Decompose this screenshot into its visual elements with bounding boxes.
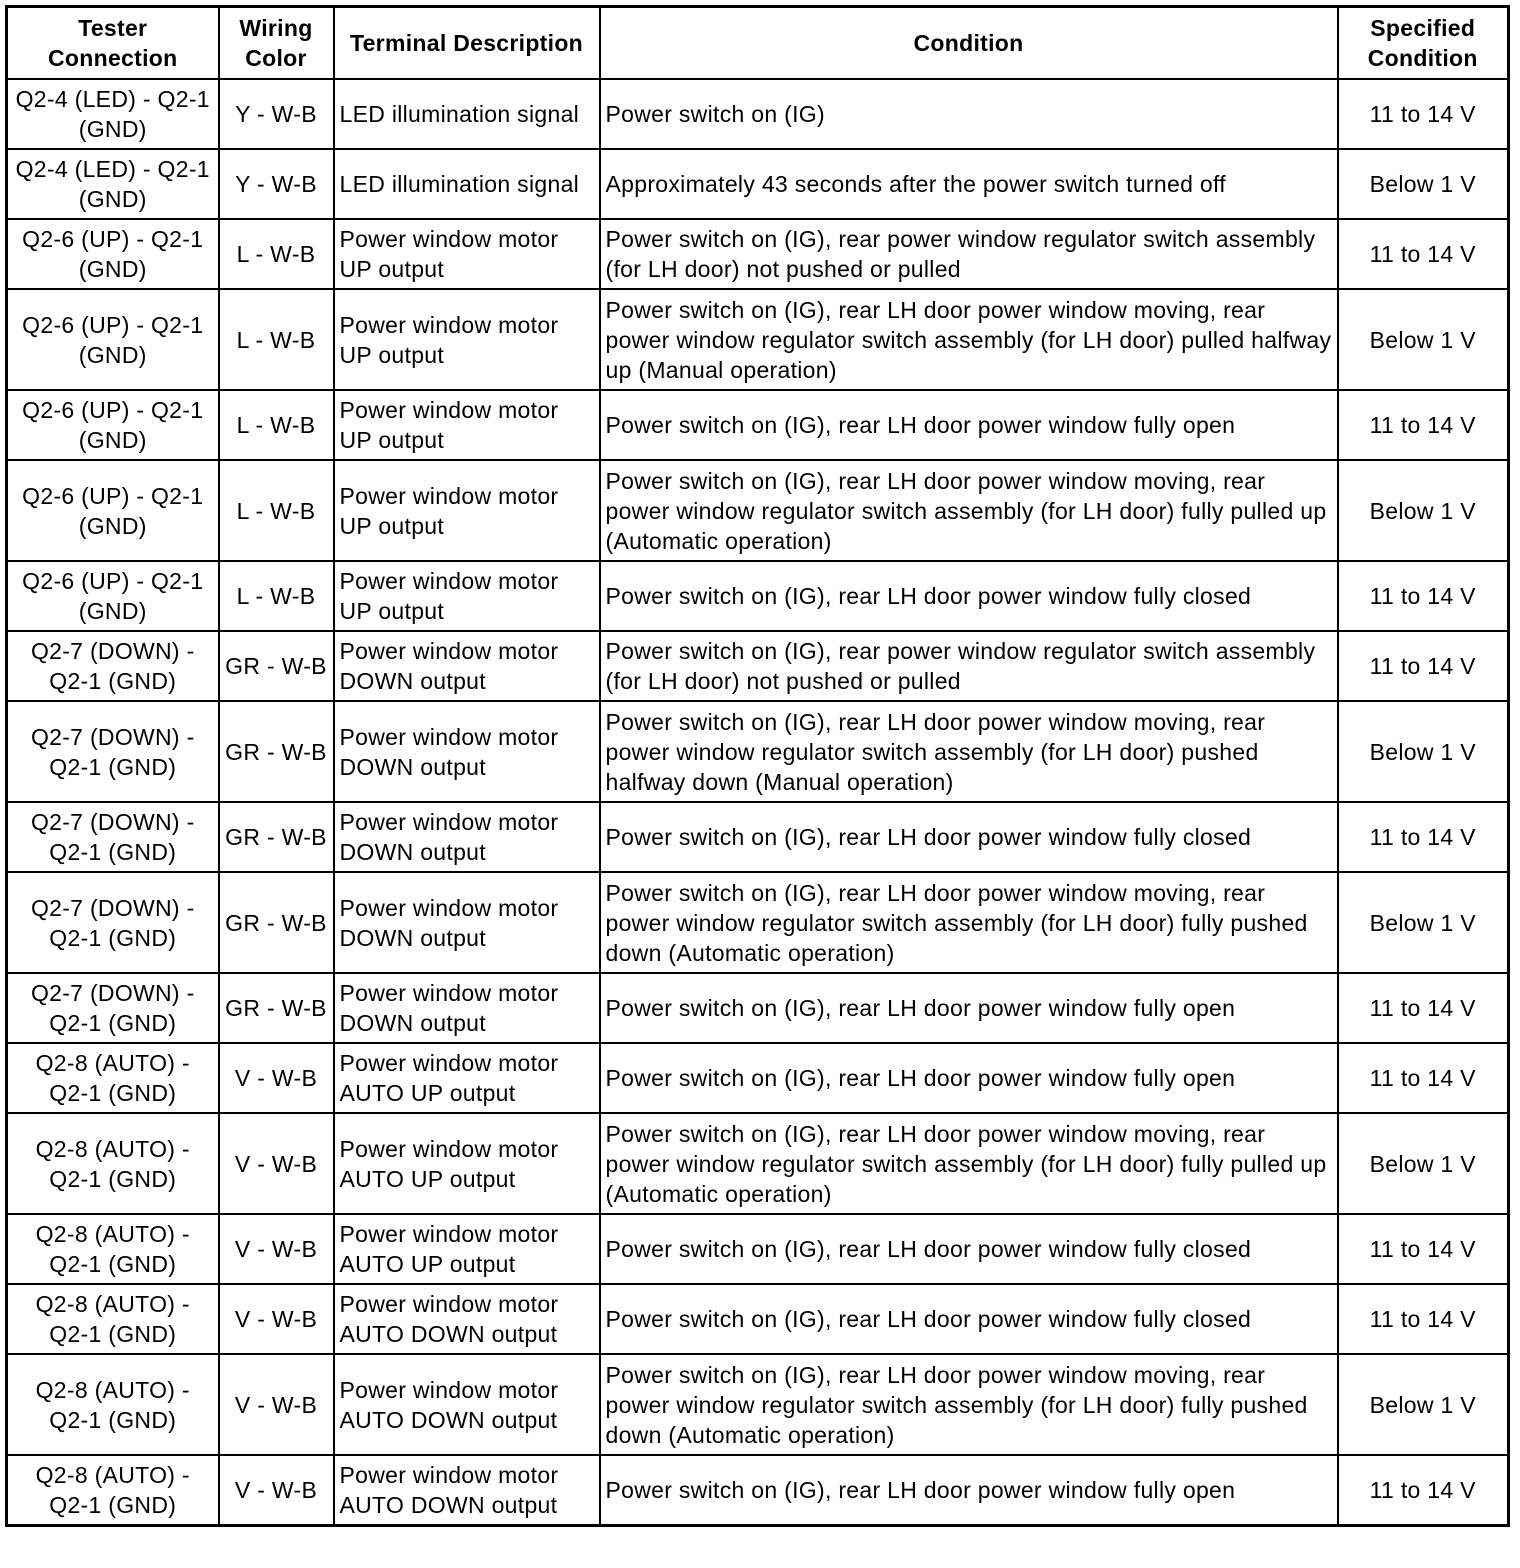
wiring-color-cell: L - W-B xyxy=(219,219,334,289)
wiring-color-cell: GR - W-B xyxy=(219,802,334,872)
terminal-description-cell: Power window motor DOWN output xyxy=(334,872,600,973)
specified-condition-cell: 11 to 14 V xyxy=(1338,973,1509,1043)
wiring-color-cell: Y - W-B xyxy=(219,79,334,149)
terminal-description-cell: Power window motor UP output xyxy=(334,390,600,460)
condition-cell: Power switch on (IG), rear LH door power window moving, rear power window regulator switch assembly (for LH door) fully pulled up (Automatic operation) xyxy=(600,460,1338,561)
condition-cell: Approximately 43 seconds after the power switch turned off xyxy=(600,149,1338,219)
tester-connection-cell: Q2-8 (AUTO) - Q2-1 (GND) xyxy=(7,1113,219,1214)
tester-connection-cell: Q2-7 (DOWN) - Q2-1 (GND) xyxy=(7,701,219,802)
table-row xyxy=(7,1354,1509,1455)
terminal-description-cell: Power window motor DOWN output xyxy=(334,802,600,872)
tester-connection-cell: Q2-7 (DOWN) - Q2-1 (GND) xyxy=(7,872,219,973)
table-row xyxy=(7,289,1509,390)
tester-connection-cell: Q2-7 (DOWN) - Q2-1 (GND) xyxy=(7,973,219,1043)
terminal-description-cell: Power window motor AUTO UP output xyxy=(334,1214,600,1284)
specified-condition-cell: 11 to 14 V xyxy=(1338,390,1509,460)
condition-cell: Power switch on (IG), rear LH door power window moving, rear power window regulator switch assembly (for LH door) pushed halfway down (Manual operation) xyxy=(600,701,1338,802)
table-row xyxy=(7,1043,1509,1113)
condition-cell: Power switch on (IG), rear LH door power window moving, rear power window regulator switch assembly (for LH door) fully pushed down (Automatic operation) xyxy=(600,872,1338,973)
header-row xyxy=(7,7,1509,80)
terminal-description-cell: Power window motor AUTO DOWN output xyxy=(334,1284,600,1354)
terminal-description-cell: Power window motor AUTO UP output xyxy=(334,1113,600,1214)
specified-condition-cell: Below 1 V xyxy=(1338,701,1509,802)
wiring-color-cell: GR - W-B xyxy=(219,631,334,701)
specified-condition-cell: 11 to 14 V xyxy=(1338,1284,1509,1354)
table-row xyxy=(7,631,1509,701)
wiring-color-cell: V - W-B xyxy=(219,1455,334,1526)
wiring-color-cell: V - W-B xyxy=(219,1284,334,1354)
table-row xyxy=(7,1214,1509,1284)
wiring-color-cell: GR - W-B xyxy=(219,872,334,973)
terminal-description-cell: Power window motor AUTO DOWN output xyxy=(334,1354,600,1455)
tester-connection-cell: Q2-8 (AUTO) - Q2-1 (GND) xyxy=(7,1043,219,1113)
specified-condition-cell: Below 1 V xyxy=(1338,289,1509,390)
wiring-color-cell: V - W-B xyxy=(219,1113,334,1214)
terminal-description-cell: Power window motor DOWN output xyxy=(334,973,600,1043)
table-row xyxy=(7,802,1509,872)
tester-connection-cell: Q2-4 (LED) - Q2-1 (GND) xyxy=(7,79,219,149)
condition-cell: Power switch on (IG), rear LH door power window moving, rear power window regulator switch assembly (for LH door) fully pushed down (Automatic operation) xyxy=(600,1354,1338,1455)
specified-condition-cell: 11 to 14 V xyxy=(1338,79,1509,149)
header-tester-connection: Tester Connection xyxy=(7,7,219,80)
terminal-description-cell: Power window motor UP output xyxy=(334,561,600,631)
terminal-spec-table xyxy=(5,5,1510,1527)
specified-condition-cell: 11 to 14 V xyxy=(1338,1043,1509,1113)
tester-connection-cell: Q2-7 (DOWN) - Q2-1 (GND) xyxy=(7,631,219,701)
terminal-description-cell: Power window motor DOWN output xyxy=(334,701,600,802)
header-terminal-description: Terminal Description xyxy=(334,7,600,80)
tester-connection-cell: Q2-8 (AUTO) - Q2-1 (GND) xyxy=(7,1455,219,1526)
header-condition: Condition xyxy=(600,7,1338,80)
table-row xyxy=(7,561,1509,631)
specified-condition-cell: Below 1 V xyxy=(1338,460,1509,561)
condition-cell: Power switch on (IG), rear LH door power window fully closed xyxy=(600,1214,1338,1284)
wiring-color-cell: L - W-B xyxy=(219,390,334,460)
condition-cell: Power switch on (IG), rear LH door power window fully closed xyxy=(600,1284,1338,1354)
wiring-color-cell: L - W-B xyxy=(219,289,334,390)
table-row xyxy=(7,460,1509,561)
header-wiring-color: Wiring Color xyxy=(219,7,334,80)
terminal-description-cell: Power window motor AUTO UP output xyxy=(334,1043,600,1113)
terminal-description-cell: LED illumination signal xyxy=(334,149,600,219)
specified-condition-cell: 11 to 14 V xyxy=(1338,219,1509,289)
table-row xyxy=(7,973,1509,1043)
tester-connection-cell: Q2-6 (UP) - Q2-1 (GND) xyxy=(7,289,219,390)
table-row xyxy=(7,1113,1509,1214)
tester-connection-cell: Q2-8 (AUTO) - Q2-1 (GND) xyxy=(7,1214,219,1284)
specified-condition-cell: 11 to 14 V xyxy=(1338,1455,1509,1526)
table-row xyxy=(7,149,1509,219)
condition-cell: Power switch on (IG), rear power window regulator switch assembly (for LH door) not pushed or pulled xyxy=(600,219,1338,289)
tester-connection-cell: Q2-6 (UP) - Q2-1 (GND) xyxy=(7,460,219,561)
table-header xyxy=(7,7,1509,80)
table-row xyxy=(7,872,1509,973)
condition-cell: Power switch on (IG), rear LH door power window fully open xyxy=(600,1455,1338,1526)
table-row xyxy=(7,1284,1509,1354)
specified-condition-cell: Below 1 V xyxy=(1338,1113,1509,1214)
table-row xyxy=(7,219,1509,289)
tester-connection-cell: Q2-8 (AUTO) - Q2-1 (GND) xyxy=(7,1284,219,1354)
specified-condition-cell: 11 to 14 V xyxy=(1338,802,1509,872)
condition-cell: Power switch on (IG), rear LH door power window fully open xyxy=(600,1043,1338,1113)
condition-cell: Power switch on (IG) xyxy=(600,79,1338,149)
specified-condition-cell: Below 1 V xyxy=(1338,1354,1509,1455)
wiring-color-cell: V - W-B xyxy=(219,1354,334,1455)
specified-condition-cell: 11 to 14 V xyxy=(1338,631,1509,701)
condition-cell: Power switch on (IG), rear LH door power window fully open xyxy=(600,390,1338,460)
table-row xyxy=(7,701,1509,802)
wiring-color-cell: GR - W-B xyxy=(219,701,334,802)
table-body xyxy=(7,79,1509,1526)
terminal-description-cell: Power window motor DOWN output xyxy=(334,631,600,701)
condition-cell: Power switch on (IG), rear LH door power window fully closed xyxy=(600,561,1338,631)
specified-condition-cell: Below 1 V xyxy=(1338,149,1509,219)
terminal-description-cell: Power window motor UP output xyxy=(334,460,600,561)
condition-cell: Power switch on (IG), rear power window regulator switch assembly (for LH door) not pushed or pulled xyxy=(600,631,1338,701)
condition-cell: Power switch on (IG), rear LH door power window moving, rear power window regulator switch assembly (for LH door) fully pulled up (Automatic operation) xyxy=(600,1113,1338,1214)
specified-condition-cell: 11 to 14 V xyxy=(1338,561,1509,631)
wiring-color-cell: L - W-B xyxy=(219,561,334,631)
terminal-description-cell: Power window motor UP output xyxy=(334,219,600,289)
tester-connection-cell: Q2-8 (AUTO) - Q2-1 (GND) xyxy=(7,1354,219,1455)
condition-cell: Power switch on (IG), rear LH door power window fully closed xyxy=(600,802,1338,872)
specified-condition-cell: 11 to 14 V xyxy=(1338,1214,1509,1284)
terminal-description-cell: Power window motor AUTO DOWN output xyxy=(334,1455,600,1526)
wiring-color-cell: Y - W-B xyxy=(219,149,334,219)
specified-condition-cell: Below 1 V xyxy=(1338,872,1509,973)
terminal-description-cell: LED illumination signal xyxy=(334,79,600,149)
wiring-color-cell: GR - W-B xyxy=(219,973,334,1043)
tester-connection-cell: Q2-6 (UP) - Q2-1 (GND) xyxy=(7,561,219,631)
wiring-color-cell: V - W-B xyxy=(219,1214,334,1284)
tester-connection-cell: Q2-4 (LED) - Q2-1 (GND) xyxy=(7,149,219,219)
tester-connection-cell: Q2-6 (UP) - Q2-1 (GND) xyxy=(7,390,219,460)
condition-cell: Power switch on (IG), rear LH door power window moving, rear power window regulator switch assembly (for LH door) pulled halfway up (Manual operation) xyxy=(600,289,1338,390)
terminal-description-cell: Power window motor UP output xyxy=(334,289,600,390)
table-row xyxy=(7,79,1509,149)
condition-cell: Power switch on (IG), rear LH door power window fully open xyxy=(600,973,1338,1043)
table-row xyxy=(7,390,1509,460)
tester-connection-cell: Q2-6 (UP) - Q2-1 (GND) xyxy=(7,219,219,289)
header-specified-condition: Specified Condition xyxy=(1338,7,1509,80)
table-row xyxy=(7,1455,1509,1526)
wiring-color-cell: V - W-B xyxy=(219,1043,334,1113)
tester-connection-cell: Q2-7 (DOWN) - Q2-1 (GND) xyxy=(7,802,219,872)
wiring-color-cell: L - W-B xyxy=(219,460,334,561)
